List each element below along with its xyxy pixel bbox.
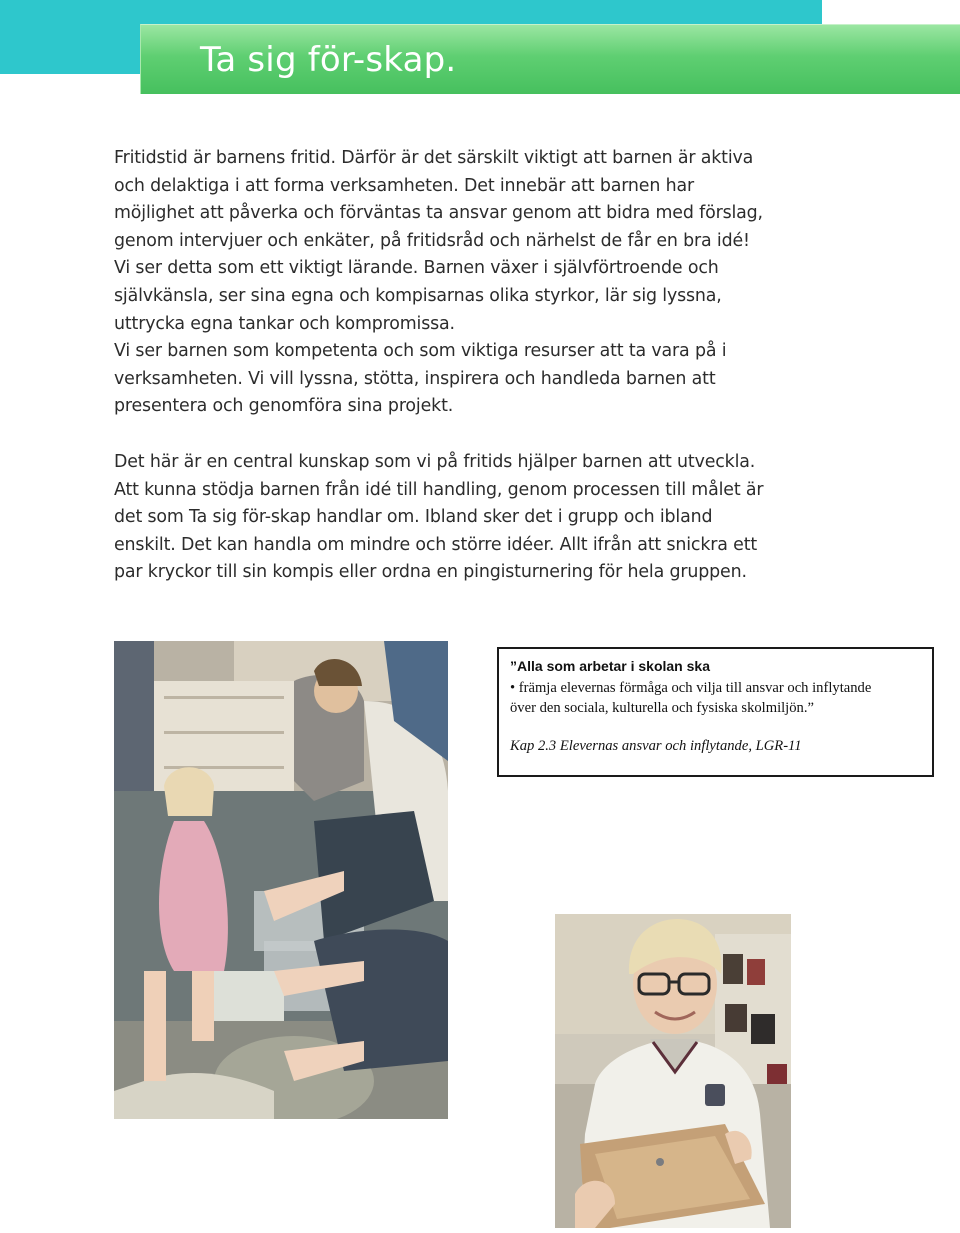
- photo-children-footbath: [114, 641, 448, 1119]
- paragraph-line: Vi ser detta som ett viktigt lärande. Barnen växer i självförtroende och: [114, 258, 719, 279]
- quote-source: Kap 2.3 Elevernas ansvar och inflytande, LGR-11: [510, 738, 802, 754]
- second-paragraph: [114, 449, 854, 587]
- paragraph-line: Det här är en central kunskap som vi på fritids hjälper barnen att utveckla.: [114, 452, 756, 472]
- paragraph-line: uttrycka egna tankar och kompromissa.: [114, 313, 455, 334]
- paragraph-line: genom intervjuer och enkäter, på fritidsråd och närhelst de får en bra idé!: [114, 230, 750, 251]
- paragraph-line: självkänsla, ser sina egna och kompisarnas olika styrkor, lär sig lyssna,: [114, 285, 722, 306]
- paragraph-line: presentera och genomföra sina projekt.: [114, 396, 454, 417]
- curriculum-quote-box: [497, 647, 934, 777]
- photo-illustration: [114, 641, 448, 1119]
- intro-paragraph: [114, 145, 854, 421]
- paragraph-line: det som Ta sig för-skap handlar om. Ibland sker det i grupp och ibland: [114, 507, 713, 528]
- paragraph-line: möjlighet att påverka och förväntas ta ansvar genom att bidra med förslag,: [114, 203, 763, 224]
- paragraph-line: Vi ser barnen som kompetenta och som viktiga resurser att ta vara på i: [114, 341, 727, 362]
- quote-line: över den sociala, kulturella och fysiska skolmiljön.”: [510, 700, 814, 716]
- quote-line: • främja elevernas förmåga och vilja till ansvar och inflytande: [510, 680, 872, 696]
- paragraph-line: enskilt. Det kan handla om mindre och större idéer. Allt ifrån att snickra ett: [114, 534, 758, 555]
- paragraph-line: Att kunna stödja barnen från idé till handling, genom processen till målet är: [114, 479, 764, 500]
- quote-heading: ”Alla som arbetar i skolan ska: [510, 658, 710, 674]
- paragraph-line: och delaktiga i att forma verksamheten. Det innebär att barnen har: [114, 175, 694, 196]
- photo-boy-with-project: [555, 914, 791, 1228]
- page-title: Ta sig för-skap.: [200, 40, 457, 80]
- photo-illustration: [555, 914, 791, 1228]
- quote-body: [510, 678, 922, 718]
- paragraph-line: verksamheten. Vi vill lyssna, stötta, inspirera och handleda barnen att: [114, 368, 716, 389]
- paragraph-line: par kryckor till sin kompis eller ordna en pingisturnering för hela gruppen.: [114, 562, 747, 583]
- paragraph-line: Fritidstid är barnens fritid. Därför är det särskilt viktigt att barnen är aktiva: [114, 148, 754, 168]
